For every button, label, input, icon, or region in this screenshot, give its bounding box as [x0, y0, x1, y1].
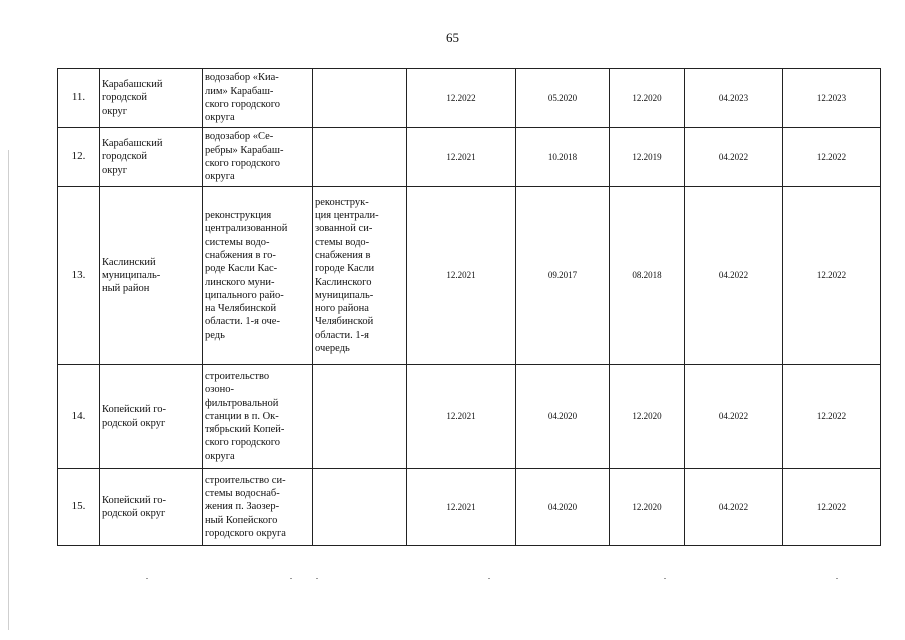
- row-number: 11.: [58, 69, 100, 128]
- date-cell: 12.2023: [783, 69, 881, 128]
- municipality-cell: Каслинский муниципаль- ный район: [100, 187, 203, 365]
- row-number: 12.: [58, 128, 100, 187]
- date-cell: 12.2020: [610, 69, 685, 128]
- table-row: [58, 365, 881, 469]
- table-row: [58, 128, 881, 187]
- page-number: 65: [446, 30, 459, 45]
- object-cell: реконструкция централизованной системы водо- снабжения в го- роде Касли Кас- линского муни- ципального райо- на Челябинской области. 1-я оче- редь: [203, 187, 313, 365]
- date-cell: 08.2018: [610, 187, 685, 365]
- row-number: 15.: [58, 469, 100, 546]
- object-detail-cell: [313, 128, 407, 187]
- date-cell: 04.2022: [685, 365, 783, 469]
- date-cell: 04.2020: [516, 469, 610, 546]
- date-cell: 12.2022: [407, 69, 516, 128]
- scan-edge-line: [8, 150, 9, 630]
- object-detail-cell: [313, 365, 407, 469]
- date-cell: 12.2022: [783, 187, 881, 365]
- date-cell: 12.2021: [407, 128, 516, 187]
- date-cell: 12.2022: [783, 365, 881, 469]
- date-cell: 04.2022: [685, 187, 783, 365]
- date-cell: 12.2021: [407, 187, 516, 365]
- date-cell: 04.2023: [685, 69, 783, 128]
- date-cell: 09.2017: [516, 187, 610, 365]
- date-cell: 10.2018: [516, 128, 610, 187]
- date-cell: 04.2020: [516, 365, 610, 469]
- municipality-cell: Карабашский городской округ: [100, 69, 203, 128]
- date-cell: 12.2022: [783, 128, 881, 187]
- date-cell: 04.2022: [685, 128, 783, 187]
- municipality-cell: Копейский го- родской округ: [100, 469, 203, 546]
- object-cell: строительство озоно- фильтровальной станции в п. Ок- тябрьский Копей- ского городского округа: [203, 365, 313, 469]
- object-detail-cell: реконструк- ция централи- зованной си- стемы водо- снабжения в городе Касли Каслинского муниципаль- ного района Челябинской области. 1-я очередь: [313, 187, 407, 365]
- date-cell: 12.2022: [783, 469, 881, 546]
- program-table: [57, 68, 881, 546]
- date-cell: 12.2021: [407, 469, 516, 546]
- date-cell: 12.2021: [407, 365, 516, 469]
- row-number: 14.: [58, 365, 100, 469]
- row-number: 13.: [58, 187, 100, 365]
- object-cell: водозабор «Киа- лим» Карабаш- ского городского округа: [203, 69, 313, 128]
- date-cell: 12.2020: [610, 365, 685, 469]
- municipality-cell: Карабашский городской округ: [100, 128, 203, 187]
- object-cell: строительство си- стемы водоснаб- жения п. Заозер- ный Копейского городского округа: [203, 469, 313, 546]
- table-row: [58, 469, 881, 546]
- object-detail-cell: [313, 469, 407, 546]
- date-cell: 04.2022: [685, 469, 783, 546]
- scan-specks: [0, 578, 905, 584]
- date-cell: 12.2020: [610, 469, 685, 546]
- table-row: [58, 187, 881, 365]
- date-cell: 12.2019: [610, 128, 685, 187]
- municipality-cell: Копейский го- родской округ: [100, 365, 203, 469]
- object-cell: водозабор «Се- ребры» Карабаш- ского городского округа: [203, 128, 313, 187]
- object-detail-cell: [313, 69, 407, 128]
- date-cell: 05.2020: [516, 69, 610, 128]
- table-row: [58, 69, 881, 128]
